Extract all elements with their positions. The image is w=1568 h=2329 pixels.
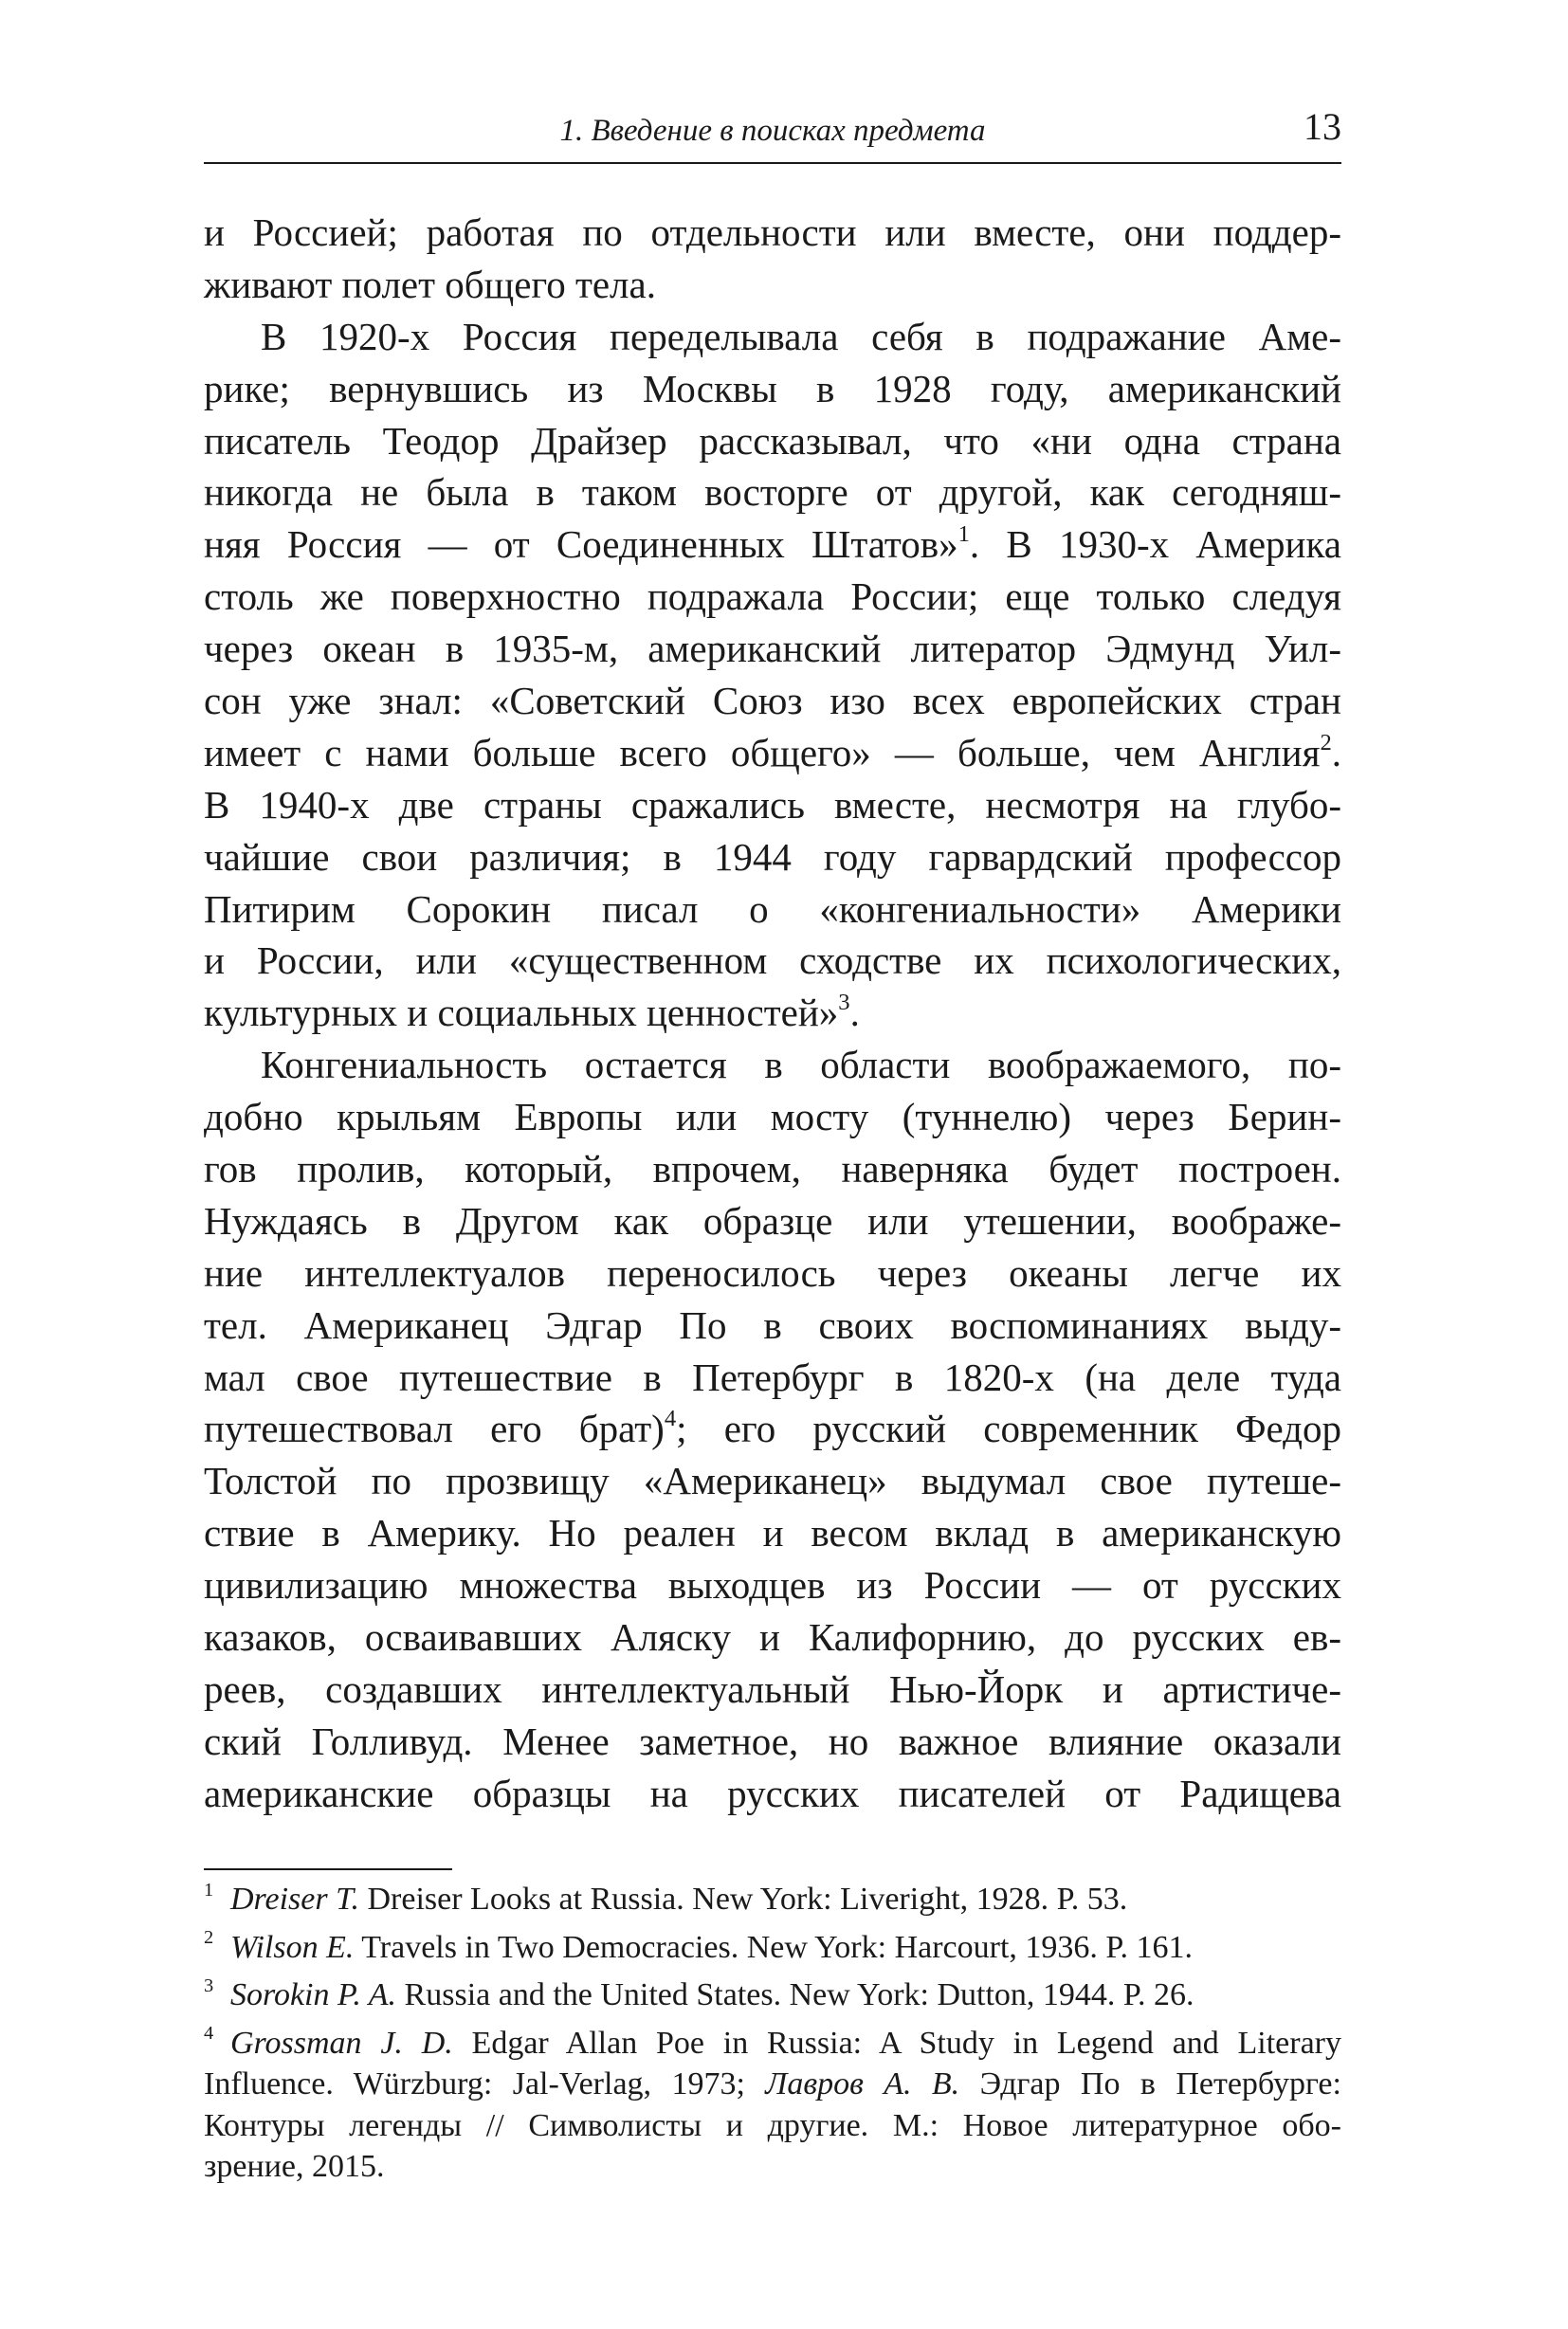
author-name: Sorokin P. A. [230,1977,397,2012]
footnote-line [204,2105,1341,2147]
text-run[interactable]: добно крыльям Европы или мосту (туннелю) через Берин- [204,1095,1341,1139]
text-run[interactable]: ние интеллектуалов переносилось через океаны легче их [204,1250,1341,1295]
text-run[interactable]: никогда не была в таком восторге от другой, как сегодняш- [204,470,1341,515]
text-run[interactable]: зрение, 2015. [204,2149,385,2184]
footnote-line [204,2146,1341,2188]
text-run[interactable]: культурных и социальных ценностей» [204,991,839,1035]
footnotes [204,1879,1341,2194]
text-run[interactable]: цивилизацию множества выходцев из России — от русских [204,1563,1341,1608]
footnote-ref-link[interactable]: 2 [1320,729,1332,755]
text-run[interactable]: Russia and the United States. New York: Dutton, 1944. P. 26. [396,1977,1194,2012]
text-line [204,987,1341,1039]
text-run[interactable]: Питирим Сорокин писал о «конгениальности» Америки [204,886,1341,931]
text-run[interactable]: тел. Американец Эдгар По в своих воспоминаниях выду- [204,1302,1341,1347]
running-title: 1. Введение в поисках предмета [559,114,986,148]
text-line [204,466,1341,519]
text-line [204,1143,1341,1195]
footnote [204,1974,1341,2016]
text-run[interactable]: В 1940-х две страны сражались вместе, несмотря на глубо- [204,782,1341,827]
text-run[interactable]: рике; вернувшись из Москвы в 1928 году, американский [204,366,1341,410]
footnote-line: 4 Grossman J. D. Edgar Allan Poe in Russia: A Study in Legend and Literary [204,2023,1341,2061]
footnote-line: 1 Dreiser T. Dreiser Looks at Russia. New York: Liveright, 1928. P. 53. [204,1879,1128,1917]
text-line [204,1559,1341,1611]
text-run[interactable]: путешествовал его брат) [204,1407,665,1451]
text-run[interactable]: имеет с нами больше всего общего» — больше, чем Англия [204,730,1321,774]
text-run[interactable]: ский Голливуд. Менее заметное, но важное влияние оказали [204,1719,1341,1763]
text-line [204,1039,1341,1091]
text-line [204,1664,1341,1716]
footnote-line [204,2064,1341,2105]
text-line [204,623,1341,675]
text-line [204,779,1341,831]
text-run[interactable]: американские образцы на русских писателей от Радищева [204,1771,1341,1815]
text-line [204,883,1341,936]
text-run[interactable]: живают полет общего тела. [204,262,656,306]
text-line [204,207,1341,259]
text-run[interactable]: Эдгар По в Петербурге: [959,2066,1341,2102]
text-run[interactable]: Travels in Two Democracies. New York: Harcourt, 1936. P. 161. [354,1929,1194,1965]
text-line [204,1247,1341,1300]
text-run[interactable]: чайшие свои различия; в 1944 году гарвардский профессор [204,834,1341,879]
footnote-divider [204,1868,452,1870]
text-run[interactable]: ; его русский современник Федор [676,1407,1341,1451]
text-line [204,363,1341,415]
text-line [204,1352,1341,1404]
text-run[interactable]: Dreiser Looks at Russia. New York: Liveright, 1928. P. 53. [359,1882,1128,1917]
text-line [204,1091,1341,1143]
text-line [204,1716,1341,1768]
text-run[interactable]: Толстой по прозвищу «Американец» выдумал свое путеше- [204,1459,1341,1503]
text-run[interactable]: Контуры легенды // Символисты и другие. М.: Новое литературное обо- [204,2107,1341,2143]
text-run[interactable]: столь же поверхностно подражала России; еще только следуя [204,574,1341,619]
author-name: Dreiser T. [230,1882,359,1917]
footnote-ref-link[interactable]: 4 [664,1406,677,1432]
text-run[interactable]: Influence. Würzburg: Jal-Verlag, 1973; [204,2066,766,2102]
text-run[interactable]: . [1331,730,1341,774]
page-number: 13 [1304,105,1341,148]
text-run[interactable]: мал свое путешествие в Петербург в 1820-х (на деле туда [204,1355,1341,1399]
text-line [204,1300,1341,1352]
text-run[interactable]: казаков, осваивавших Аляску и Калифорнию, до русских ев- [204,1615,1341,1660]
text-run[interactable]: писатель Теодор Драйзер рассказывал, что «ни одна страна [204,418,1341,463]
text-line [204,311,1341,363]
text-run[interactable]: и России, или «существенном сходстве их психологических, [204,938,1341,983]
text-line [204,1195,1341,1247]
paragraph [204,1039,1341,1819]
footnote-line: 2 Wilson E. Travels in Two Democracies. New York: Harcourt, 1936. P. 161. [204,1927,1194,1965]
text-run[interactable]: ствие в Америку. Но реален и весом вклад в американскую [204,1511,1341,1556]
text-line [204,519,1341,571]
author-name: Лавров А. В. [765,2066,960,2102]
author-name: Grossman J. D. [230,2025,453,2061]
text-run[interactable]: реев, создавших интеллектуальный Нью-Йорк и артистиче- [204,1666,1341,1711]
text-run[interactable]: и Россией; работая по отдельности или вместе, они поддер- [204,210,1341,254]
footnote [204,2023,1341,2188]
text-line [204,831,1341,883]
text-line [204,1507,1341,1559]
text-line [204,1455,1341,1507]
text-run[interactable]: . В 1930-х Америка [969,522,1341,567]
text-line [204,415,1341,467]
text-line [204,727,1341,779]
text-run[interactable]: сон уже знал: «Советский Союз изо всех европейских стран [204,679,1341,723]
body-text [204,207,1341,1820]
text-run[interactable]: через океан в 1935-м, американский литератор Эдмунд Уил- [204,627,1341,671]
footnote-ref-link[interactable]: 3 [838,990,850,1016]
text-run[interactable]: . [849,991,860,1035]
text-run[interactable]: гов пролив, который, впрочем, наверняка будет построен. [204,1147,1341,1192]
text-line [204,1768,1341,1820]
text-line [204,259,1341,311]
text-run[interactable]: Конгениальность остается в области воображаемого, по- [261,1043,1341,1087]
text-run[interactable]: Нуждаясь в Другом как образце или утешении, воображе- [204,1198,1341,1243]
footnote-line: 3 Sorokin P. A. Russia and the United States. New York: Dutton, 1944. P. 26. [204,1974,1194,2012]
text-run[interactable]: Edgar Allan Poe in Russia: A Study in Legend and Literary [452,2025,1341,2061]
header-divider [204,162,1341,164]
footnote [204,1927,1341,1969]
paragraph [204,207,1341,311]
paragraph [204,311,1341,1039]
text-run[interactable]: няя Россия — от Соединенных Штатов» [204,522,958,567]
text-line [204,571,1341,623]
text-line [204,1611,1341,1664]
text-line [204,675,1341,727]
text-line [204,935,1341,987]
text-line [204,1403,1341,1455]
author-name: Wilson E. [230,1929,355,1965]
footnote-ref-link[interactable]: 1 [957,521,970,548]
footnote [204,1879,1341,1920]
text-run[interactable]: В 1920-х Россия переделывала себя в подражание Аме- [261,314,1341,358]
